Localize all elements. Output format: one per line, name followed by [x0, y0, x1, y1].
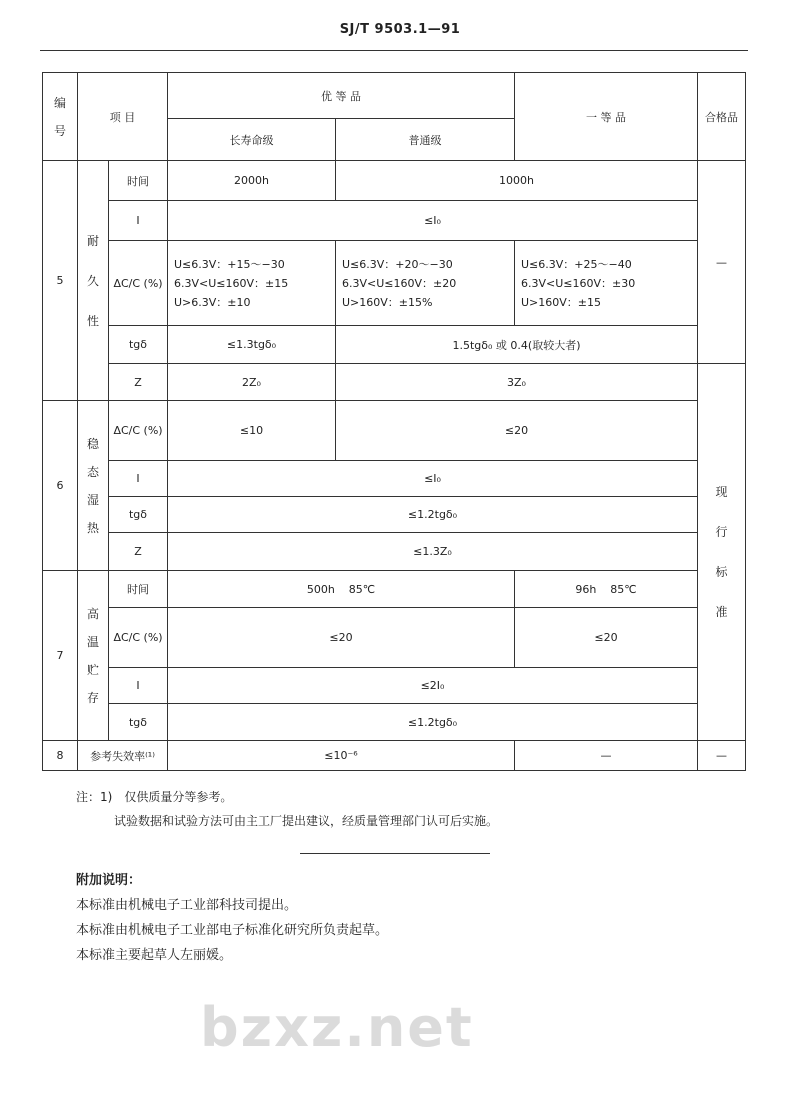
item-cell: 时间: [109, 161, 168, 201]
item-cell: tgδ: [109, 704, 168, 741]
value-cell: ≤1.3Z₀: [168, 533, 698, 571]
table-notes: [76, 785, 762, 833]
value-cell: U≤6.3V：+15～−30 6.3V<U≤160V：±15 U>6.3V：±10: [168, 241, 336, 326]
header-normal: 普通级: [336, 119, 515, 161]
additional-line: 本标准由机械电子工业部科技司提出。: [76, 898, 298, 913]
group-label: 高 温 贮 存: [86, 606, 99, 705]
item-cell: ΔC/C (%): [109, 241, 168, 326]
table-row: [43, 571, 746, 608]
value-cell: 500h 85℃: [168, 571, 515, 608]
header-first: 一 等 品: [515, 73, 698, 161]
header-qualified: 合格品: [698, 73, 746, 161]
value-cell: ≤I₀: [168, 201, 698, 241]
header-excellent: 优 等 品: [168, 73, 515, 119]
item-cell: tgδ: [109, 497, 168, 533]
additional-title: 附加说明：: [76, 873, 142, 888]
value-cell: ≤20: [336, 401, 698, 461]
item-cell: Z: [109, 533, 168, 571]
item-cell: tgδ: [109, 326, 168, 364]
value-cell: ≤1.2tgδ₀: [168, 704, 698, 741]
table-row: [43, 201, 746, 241]
value-cell: ≤10⁻⁶: [168, 741, 515, 771]
value-cell: U≤6.3V：+20～−30 6.3V<U≤160V：±20 U>160V：±15%: [336, 241, 515, 326]
item-cell: 参考失效率⁽¹⁾: [78, 741, 168, 771]
value-cell: 1000h: [336, 161, 698, 201]
standard-code-header: SJ/T 9503.1—91: [339, 22, 461, 37]
value-cell: 2000h: [168, 161, 336, 201]
end-separator: [300, 853, 490, 854]
value-cell: ≤1.3tgδ₀: [168, 326, 336, 364]
table-row: [43, 704, 746, 741]
table-header-row: [43, 73, 746, 119]
table-row: [43, 608, 746, 668]
table-row: [43, 241, 746, 326]
table-row: [43, 668, 746, 704]
group-no: 8: [43, 741, 78, 771]
value-cell: ≤I₀: [168, 461, 698, 497]
group-no: 6: [43, 401, 78, 571]
note-1: 注：1) 仅供质量分等参考。: [76, 790, 233, 804]
item-cell: Z: [109, 364, 168, 401]
value-cell: —: [698, 741, 746, 771]
additional-line: 本标准由机械电子工业部电子标准化研究所负责起草。: [76, 923, 389, 938]
group-label: 稳 态 湿 热: [86, 436, 99, 535]
value-cell: ≤20: [515, 608, 698, 668]
table-row: [43, 364, 746, 401]
value-cell: U≤6.3V：+25～−40 6.3V<U≤160V：±30 U>160V：±15: [515, 241, 698, 326]
value-cell: 2Z₀: [168, 364, 336, 401]
value-cell: ≤2I₀: [168, 668, 698, 704]
value-cell: ≤20: [168, 608, 515, 668]
document-body: [42, 72, 762, 1058]
header-rule: [40, 50, 748, 51]
qualified-cell: —: [698, 161, 746, 364]
quality-grade-table: [42, 72, 746, 771]
item-cell: I: [109, 668, 168, 704]
note-2: 试验数据和试验方法可由主工厂提出建议，经质量管理部门认可后实施。: [114, 814, 499, 828]
item-cell: ΔC/C (%): [109, 608, 168, 668]
item-cell: ΔC/C (%): [109, 401, 168, 461]
item-cell: I: [109, 461, 168, 497]
watermark: bzxz.net: [200, 996, 474, 1059]
table-row: [43, 461, 746, 497]
header-long-life: 长寿命级: [168, 119, 336, 161]
group-no: 5: [43, 161, 78, 401]
item-cell: 时间: [109, 571, 168, 608]
value-cell: 96h 85℃: [515, 571, 698, 608]
table-row: [43, 326, 746, 364]
value-cell: 1.5tgδ₀ 或 0.4(取较大者): [336, 326, 698, 364]
value-cell: —: [515, 741, 698, 771]
header-item: 项 目: [78, 73, 168, 161]
table-row: [43, 497, 746, 533]
value-cell: 3Z₀: [336, 364, 698, 401]
table-row: [43, 533, 746, 571]
header-no: 编号: [53, 95, 66, 138]
additional-line: 本标准主要起草人左丽媛。: [76, 948, 233, 963]
value-cell: ≤1.2tgδ₀: [168, 497, 698, 533]
table-row: [43, 401, 746, 461]
table-row: [43, 161, 746, 201]
item-cell: I: [109, 201, 168, 241]
value-cell: ≤10: [168, 401, 336, 461]
additional-notes: [76, 868, 762, 968]
group-no: 7: [43, 571, 78, 741]
qualified-standard-label: 现 行 标 准: [715, 485, 728, 619]
table-row: [43, 741, 746, 771]
group-label: 耐 久 性: [86, 233, 99, 328]
